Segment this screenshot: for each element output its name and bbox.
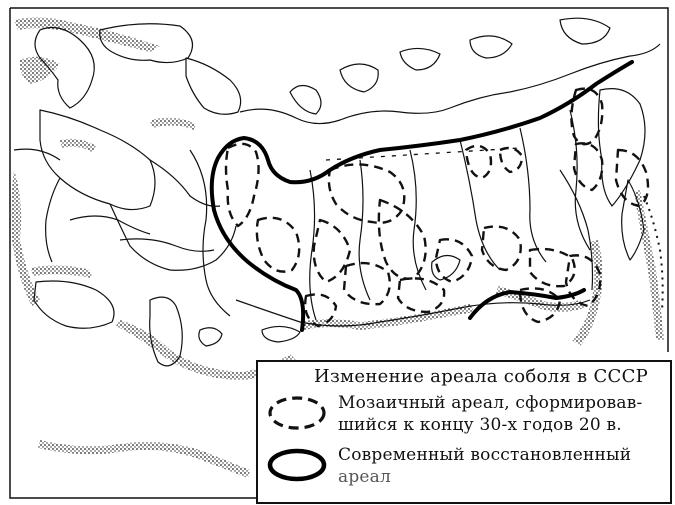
legend-modern-text: [338, 444, 668, 488]
geography-lines: [14, 18, 660, 366]
legend-title: Изменение ареала соболя в СССР: [314, 366, 649, 387]
modern-restored-range: [212, 62, 632, 330]
solid-swatch-icon: [266, 444, 328, 486]
legend-modern-line1: Современный восстановленный: [338, 445, 632, 465]
map-legend: [256, 360, 672, 504]
legend-mosaic-line2: шийся к концу 30-х годов 20 в.: [338, 415, 622, 435]
legend-item-modern: [266, 444, 666, 494]
legend-item-mosaic: [266, 392, 666, 440]
legend-modern-line2: ареал: [338, 467, 392, 487]
dashed-swatch-icon: [266, 392, 328, 434]
legend-mosaic-line1: Мозаичный ареал, сформировав-: [338, 393, 643, 413]
legend-mosaic-text: [338, 392, 668, 436]
